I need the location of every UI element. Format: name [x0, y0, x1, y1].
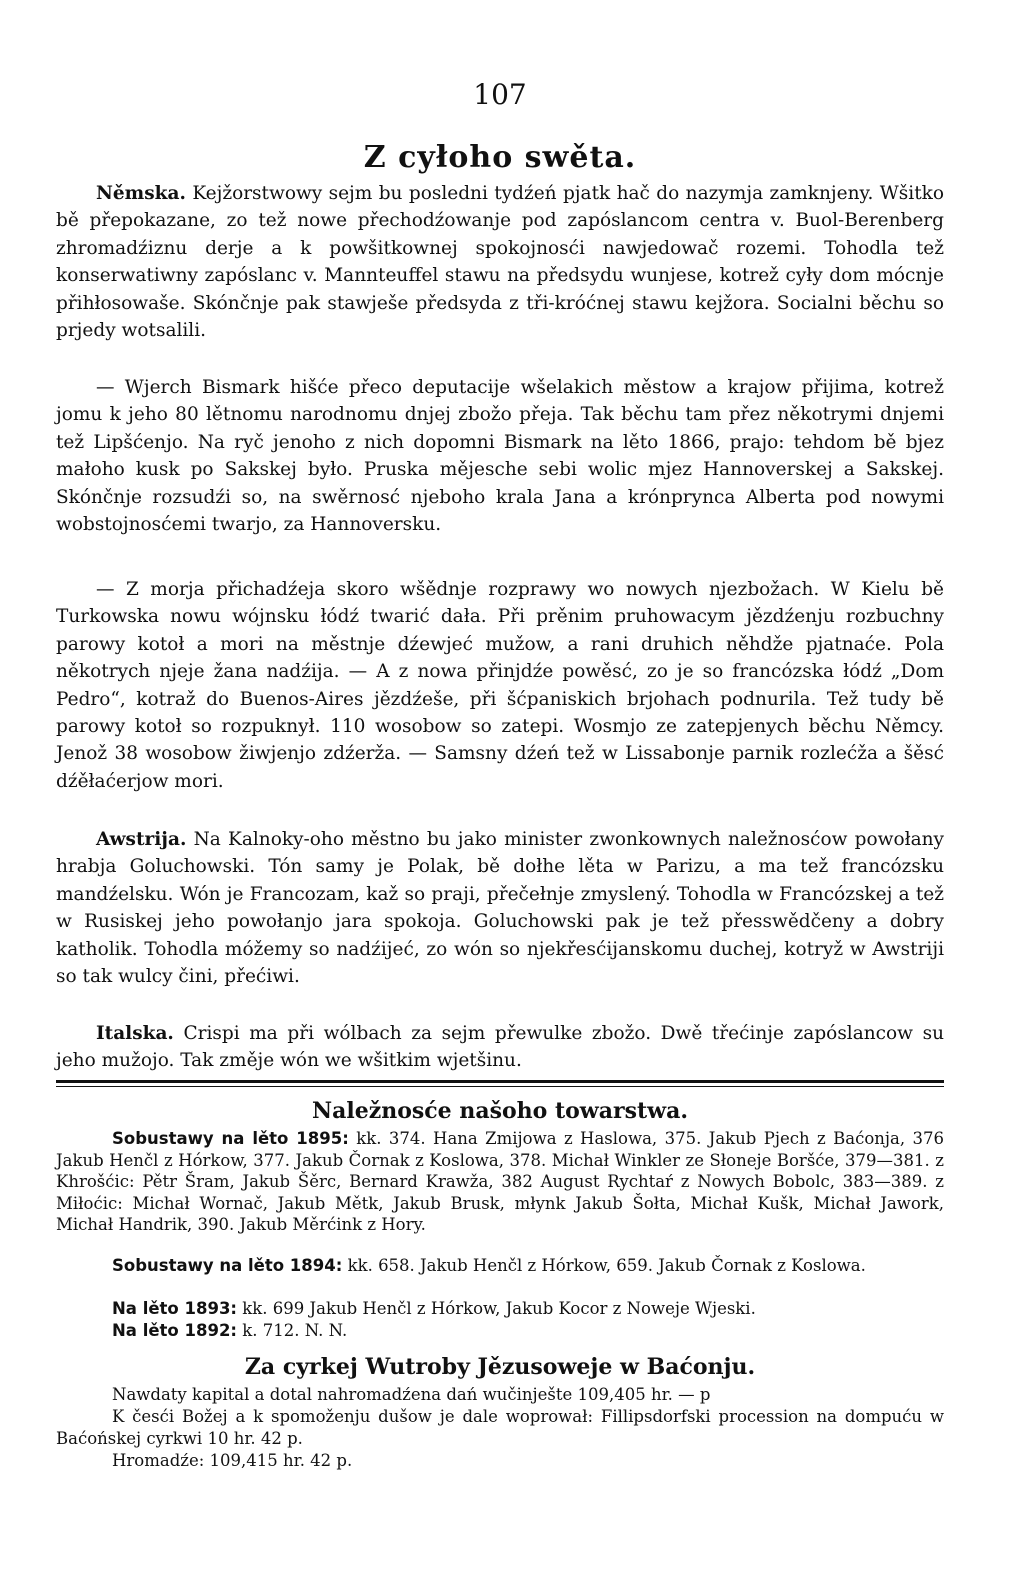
entry-label: Na lěto 1893:: [112, 1299, 238, 1318]
article-text: Na Kalnoky-oho městno bu jako minister zwonkownych naležnosćow powołany hrabja Goluchowski. Tón samy je Polak, bě dołhe lěta w Parizu, a ma tež francózsku mandźelsku. Wón je Francozam, kaž so praji, přečełnje zmyslený. Tohodla w Francózskej a tež w Rusiskej jeho powołanjo jara spokoja. Goluchowski pak je tež přesswědčeny a dobry katholik. Tohodla móžemy so nadźijeć, zo wón so njekřesćijanskomu duchej, kotryž w Awstriji so tak wulcy čini, přećiwi.: [56, 829, 944, 988]
article-austria: [56, 826, 944, 990]
church-capital-line: [56, 1384, 944, 1406]
article-text: Kejžorstwowy sejm bu posledni tydźeń pjatk hač do nazymja zamknjeny. Wšitko bě přepokazane, zo tež nowe přechodźowanje pod zapóslancom centra v. Buol-Berenberg zhromadźiznu derje a k powšitkownej spokojnosći nawjedowač rozemi. Tohodla tež konserwatiwny zapóslanc v. Mannteuffel stawu na předsydu wunjese, kotrež cyły dom mócnje přihłosowaše. Skónčnje pak stawješe předsyda z tři-króćnej stawu kejžora. Socialni běchu so prjedy wotsalili.: [56, 183, 944, 342]
article-text: — Wjerch Bismark hišće přeco deputacije wšelakich městow a krajow přijima, kotrež jomu k jeho 80 lětnomu narodnomu dnjej zbožo přeja. Tak běchu tam přez někotrymi dnjemi tež Lipšćenjo. Na ryč jenoho z nich dopomni Bismark na lěto 1866, prajo: tehdom bě bjez małoho kusk po Sakskej było. Pruska mějesche sebi wolic mjez Hannoverskej a Sakskej. Skónčnje rozsudźi so, na swěrnosć njeboho krala Jana a krónprynca Alberta pod nowymi wobstojnosćemi twarjo, za Hannoversku.: [56, 377, 944, 536]
members-1893: [56, 1298, 944, 1320]
entry-label: Sobustawy na lěto 1895:: [112, 1129, 349, 1148]
society-title: Naležnosće našoho towarstwa.: [312, 1098, 688, 1124]
members-1892: [56, 1320, 944, 1342]
entry-label: Na lěto 1892:: [112, 1321, 238, 1340]
church-line: K česći Božej a k spomoženju dušow je dale woprował: Fillipsdorfski procession na dompuću w Baćońskej cyrkwi 10 hr. 42 p.: [56, 1407, 944, 1448]
article-bismarck: [56, 374, 944, 538]
article-head: Awstrija.: [96, 829, 187, 850]
church-title: Za cyrkej Wutroby Jězusoweje w Baćonju.: [244, 1354, 756, 1380]
entry-text: k. 712. N. N.: [242, 1321, 348, 1340]
church-line: Nawdaty kapital a dotal nahromadźena dań wučinješte 109,405 hr. — p: [112, 1385, 711, 1404]
newspaper-page: [56, 0, 944, 1569]
article-germany: [56, 180, 944, 344]
entry-text: kk. 374. Hana Zmijowa z Haslowa, 375. Jakub Pjech z Baćonja, 376 Jakub Henčl z Hórkow, 377. Jakub Čornak z Koslowa, 378. Michał Winkler ze Słoneje Boršće, 379—381. z Khrošćic: Pětr Šram, Jakub Šěrc, Bernard Krawža, 382 August Rychtaŕ z Nowych Bobolc, 383—389. z Miłoćic: Michał Wornač, Jakub Mětk, Jakub Brusk, młynk Jakub Šołta, Michał Kušk, Michał Jawork, Michał Handrik, 390. Jakub Měrćink z Hory.: [56, 1129, 945, 1235]
page-number: 107: [473, 78, 527, 111]
double-rule-thick: [56, 1080, 944, 1083]
article-head: Italska.: [96, 1023, 174, 1044]
church-line: Hromadźe: 109,415 hr. 42 p.: [112, 1451, 353, 1470]
article-italy: [56, 1020, 944, 1075]
members-1895: [56, 1128, 944, 1236]
entry-label: Sobustawy na lěto 1894:: [112, 1256, 343, 1275]
entry-text: kk. 699 Jakub Henčl z Hórkow, Jakub Kocor z Noweje Wjeski.: [242, 1299, 756, 1318]
article-head: Němska.: [96, 183, 186, 204]
article-text: — Z morja přichadźeja skoro wšědnje rozprawy wo nowych njezbožach. W Kielu bě Turkowska nowu wójnsku łódź twarić dała. Při prěnim pruhowacym jězdźenju rozbuchny parowy kotoł a mori na městnje dźewjeć mužow, a rani druhich něhdže pjatnaće. Pola někotrych njeje žana nadźija. — A z nowa přinjdźe powěsć, zo je so francózska łódź „Dom Pedro“, kotraž do Buenos-Aires jězdźeše, při šćpaniskich brjohach podnurila. Tež tudy bě parowy kotoł so rozpuknył. 110 wosobow so zatepi. Wosmjo ze zatepjenych běchu Němcy. Jenož 38 wosobow žiwjenjo zdźerža. — Samsny dźeń tež w Lissabonje parnik rozlećža a šěsć dźěłaćerjow mori.: [56, 579, 944, 792]
article-shipwrecks: [56, 576, 944, 795]
church-total-line: [56, 1450, 944, 1472]
church-donation-line: [56, 1406, 944, 1449]
section-heading: Z cyłoho swěta.: [363, 140, 637, 175]
members-1894: [56, 1255, 944, 1277]
double-rule-thin: [56, 1086, 944, 1087]
article-text: Crispi ma při wólbach za sejm přewulke zbožo. Dwě třećinje zapóslancow su jeho mužojo. Tak změje wón we wšitkim wjetšinu.: [56, 1023, 944, 1072]
entry-text: kk. 658. Jakub Henčl z Hórkow, 659. Jakub Čornak z Koslowa.: [347, 1256, 866, 1275]
